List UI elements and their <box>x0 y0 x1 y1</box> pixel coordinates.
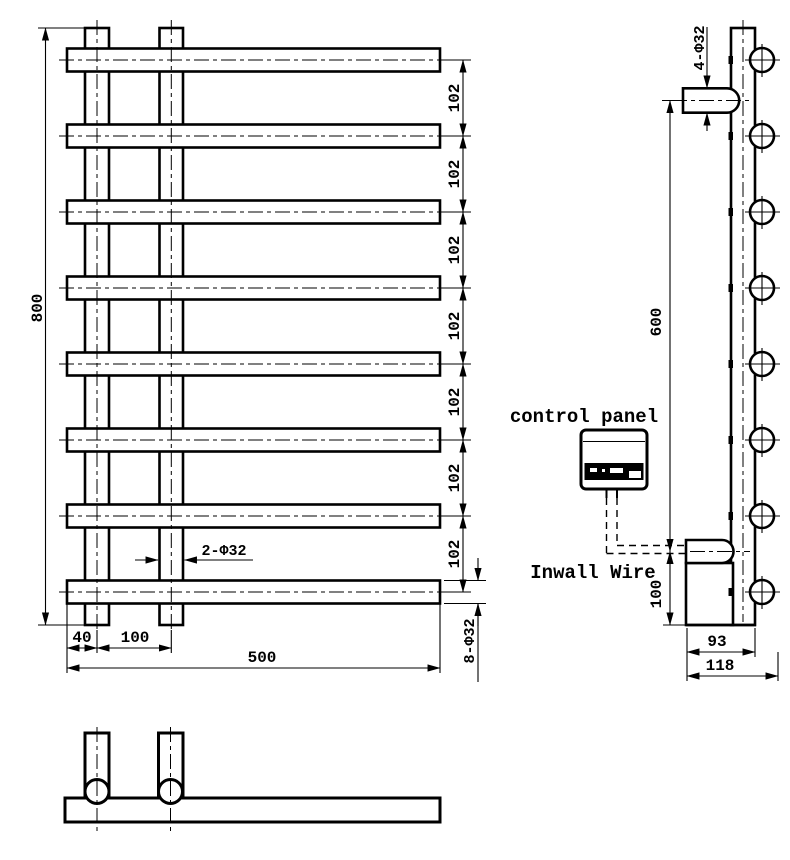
dim-label-102-3: 102 <box>446 235 464 265</box>
dim-label-93: 93 <box>707 633 727 651</box>
front-centerlines <box>59 20 448 632</box>
dim-600-100 <box>648 101 681 626</box>
dim-label-post-diameter: 2-Φ32 <box>201 543 247 560</box>
dim-label-102-6: 102 <box>446 463 464 493</box>
dim-bracket-diameter <box>692 25 709 131</box>
dim-label-100-side: 100 <box>648 579 666 609</box>
dim-label-102-1: 102 <box>446 83 464 113</box>
dim-label-bar-diameter: 8-Φ32 <box>462 618 479 664</box>
dim-label-600: 600 <box>648 307 666 337</box>
inwall-wire-path <box>607 498 690 554</box>
dim-label-102-4: 102 <box>446 311 464 341</box>
dim-40-100 <box>67 604 171 673</box>
dim-label-40: 40 <box>72 629 92 647</box>
bottom-view <box>65 727 440 833</box>
dim-label-118: 118 <box>705 657 735 675</box>
bottom-bar <box>65 798 440 822</box>
front-bars <box>67 49 440 604</box>
control-panel-label: control panel <box>509 406 659 428</box>
dim-label-100: 100 <box>120 629 150 647</box>
dim-label-800: 800 <box>29 293 47 323</box>
side-view <box>510 20 780 681</box>
dim-label-102-7: 102 <box>446 539 464 569</box>
control-panel-box <box>581 430 647 489</box>
dim-label-bracket-diameter: 4-Φ32 <box>692 25 709 71</box>
dim-800 <box>29 28 84 625</box>
side-junction-box <box>686 563 733 625</box>
dim-label-102-5: 102 <box>446 387 464 417</box>
control-panel <box>510 406 689 584</box>
dim-label-102-2: 102 <box>446 159 464 189</box>
dim-label-500: 500 <box>247 649 277 667</box>
front-view <box>29 20 486 682</box>
dim-bar-diameter <box>444 558 486 682</box>
inwall-wire-label: Inwall Wire <box>530 562 656 584</box>
dim-post-diameter <box>135 543 253 560</box>
dim-102-chain <box>444 60 471 592</box>
dim-93-118 <box>687 628 778 681</box>
